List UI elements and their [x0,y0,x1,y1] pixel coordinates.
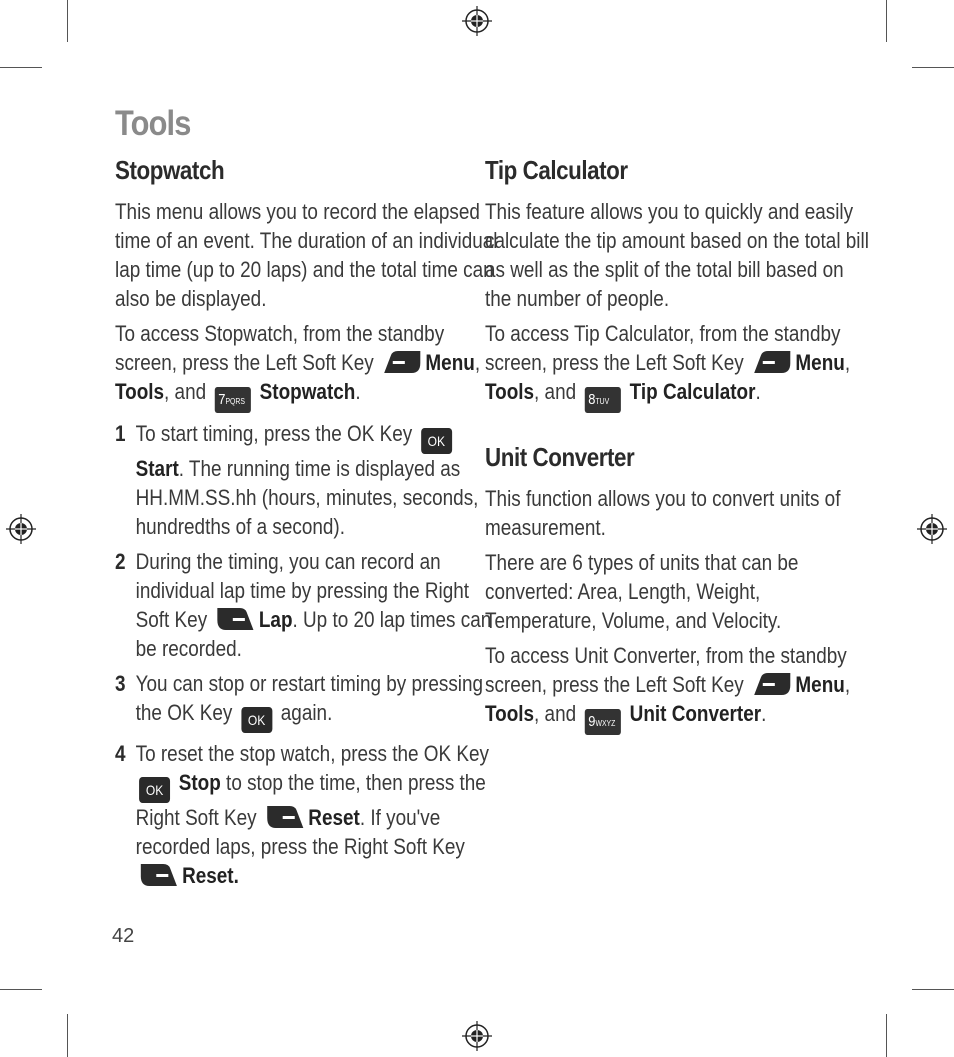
list-item: 4 To reset the stop watch, press the OK Key OK Stop to stop the time, then press the Right Soft Key Reset. If you've recorded laps, press the Right Soft Key Reset. [115,741,489,888]
crop-mark [886,1014,887,1057]
list-item: 2 During the timing, you can record an individual lap time by pressing the Right Soft Key Lap. Up to 20 lap times can be recorded. [115,549,492,661]
tip-calculator-intro: This feature allows you to quickly and easily calculate the tip amount based on the total bill as well as the split of the total bill based on the number of people. [485,199,869,311]
tip-calculator-access: To access Tip Calculator, from the standby screen, press the Left Soft Key Menu, Tools, and 8TUV Tip Calculator. [485,319,870,413]
stopwatch-steps [115,419,500,890]
registration-mark-icon [462,1021,492,1051]
right-column [485,154,870,741]
list-item: 1 To start timing, press the OK Key OK Start. The running time is displayed as HH.MM.SS.hh (hours, minutes, seconds, hundredths of a second). [115,421,479,539]
crop-mark [0,989,42,990]
registration-mark-icon [6,514,36,544]
crop-mark [886,0,887,42]
number-key-7-icon: 7PQRS [215,387,251,413]
stopwatch-access: To access Stopwatch, from the standby screen, press the Left Soft Key Menu, Tools, and 7PQRS Stopwatch. [115,319,500,413]
stopwatch-intro: This menu allows you to record the elapsed time of an event. The duration of an individual lap time (up to 20 laps) and the total time can also be displayed. [115,199,498,311]
left-soft-key-icon [752,671,792,697]
stopwatch-section [115,154,500,896]
registration-mark-icon [917,514,947,544]
stopwatch-heading: Stopwatch [115,155,225,185]
number-key-8-icon: 8TUV [585,387,621,413]
ok-key-icon: OK [421,428,452,454]
unit-converter-intro: This function allows you to convert units of measurement. [485,486,841,540]
unit-converter-section [485,441,870,735]
crop-mark [912,989,954,990]
ok-key-icon: OK [139,777,170,803]
tip-calculator-section [485,154,870,413]
number-key-9-icon: 9WXYZ [585,709,621,735]
left-soft-key-icon [382,349,422,375]
list-item: 3 You can stop or restart timing by pressing the OK Key OK again. [115,669,500,733]
tip-calculator-heading: Tip Calculator [485,155,628,185]
right-soft-key-icon [216,606,256,632]
crop-mark [67,1014,68,1057]
page-title: Tools [115,104,191,143]
unit-converter-access: To access Unit Converter, from the standby screen, press the Left Soft Key Menu, Tools, and 9WXYZ Unit Converter. [485,641,870,735]
left-soft-key-icon [752,349,792,375]
crop-mark [912,67,954,68]
registration-mark-icon [462,6,492,36]
crop-mark [0,67,42,68]
right-soft-key-icon [139,862,179,888]
unit-converter-types: There are 6 types of units that can be converted: Area, Length, Weight, Temperature, Volume, and Velocity. [485,550,799,633]
unit-converter-heading: Unit Converter [485,442,635,472]
crop-mark [67,0,68,42]
ok-key-icon: OK [241,707,272,733]
page-number: 42 [112,925,135,947]
right-soft-key-icon [265,804,305,830]
